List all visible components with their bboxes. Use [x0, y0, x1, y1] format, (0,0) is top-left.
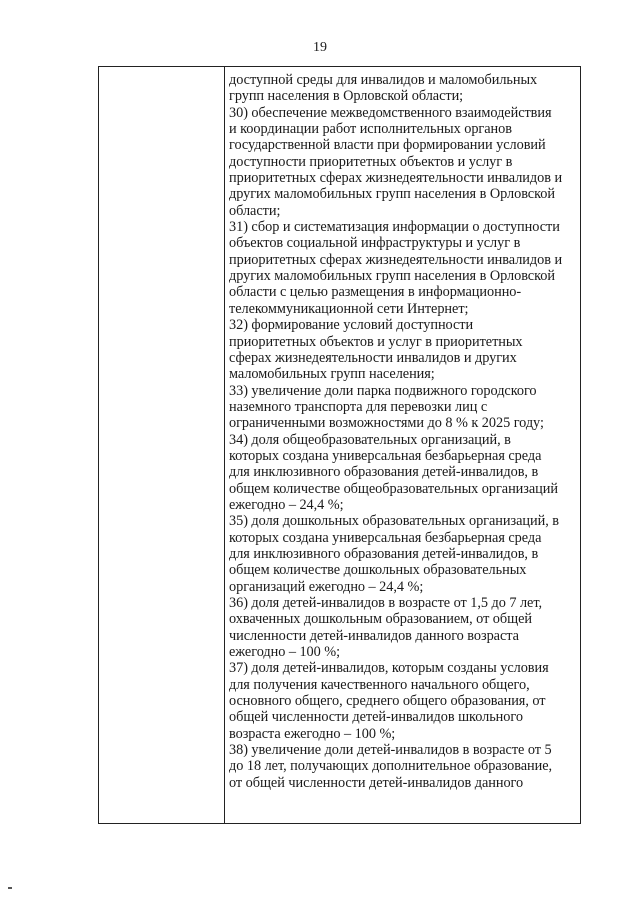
text-line: для инклюзивного образования детей-инвалидов, в [229, 464, 539, 481]
text-line: основного общего, среднего общего образования, от [229, 693, 546, 710]
text-line: доступной среды для инвалидов и маломобильных [229, 72, 538, 88]
text-line: для получения качественного начального общего, [229, 676, 530, 693]
text-line: телекоммуникационной сети Интернет; [229, 300, 469, 317]
text-line: 34) доля общеобразовательных организаций, в [229, 431, 511, 448]
text-line: ежегодно – 24,4 %; [229, 496, 344, 513]
text-line: 33) увеличение доли парка подвижного городского [229, 382, 537, 399]
text-line: и координации работ исполнительных органов [229, 121, 512, 138]
text-line: ежегодно – 100 %; [229, 644, 341, 661]
text-line: 35) доля дошкольных образовательных организаций, в [229, 513, 559, 530]
text-line: 38) увеличение доли детей-инвалидов в возрасте от 5 [229, 742, 552, 759]
text-line: других маломобильных групп населения в Орловской [229, 186, 555, 203]
text-line: наземного транспорта для перевозки лиц с [229, 398, 488, 415]
text-line: общей численности детей-инвалидов школьного [229, 709, 523, 726]
text-line: доступности приоритетных объектов и услуг в [229, 153, 513, 170]
text-line: общем количестве общеобразовательных организаций [229, 480, 558, 497]
text-line: общем количестве дошкольных образовательных [229, 562, 527, 579]
text-line: сферах жизнедеятельности инвалидов и других [229, 349, 517, 366]
text-line: области с целью размещения в информационно- [229, 284, 522, 301]
text-line: других маломобильных групп населения в Орловской [229, 268, 555, 285]
text-line: до 18 лет, получающих дополнительное образование, [229, 758, 553, 775]
scan-artifact [8, 887, 12, 889]
text-line: приоритетных сферах жизнедеятельности инвалидов и [229, 251, 563, 268]
text-line: охваченных дошкольным образованием, от общей [229, 611, 532, 628]
text-line: 32) формирование условий доступности [229, 317, 474, 334]
text-line: приоритетных объектов и услуг в приоритетных [229, 333, 523, 350]
table-right-column [225, 67, 580, 823]
text-line: которых создана универсальная безбарьерная среда [229, 529, 542, 546]
text-line: объектов социальной инфраструктуры и услуг в [229, 235, 521, 252]
text-line: численности детей-инвалидов данного возраста [229, 627, 519, 644]
document-table [98, 66, 581, 824]
text-line: которых создана универсальная безбарьерная среда [229, 447, 542, 464]
text-line: для инклюзивного образования детей-инвалидов, в [229, 545, 539, 562]
text-line: 36) доля детей-инвалидов в возрасте от 1,5 до 7 лет, [229, 595, 542, 611]
text-line: возраста ежегодно – 100 %; [229, 725, 396, 742]
text-line: ограниченными возможностями до 8 % к 2025 году; [229, 415, 544, 432]
text-line: от общей численности детей-инвалидов данного [229, 774, 524, 791]
text-line: приоритетных сферах жизнедеятельности инвалидов и [229, 170, 563, 187]
text-line: групп населения в Орловской области; [229, 88, 464, 105]
table-left-column [99, 67, 225, 823]
text-line: 30) обеспечение межведомственного взаимодействия [229, 104, 552, 121]
text-line: организаций ежегодно – 24,4 %; [229, 578, 424, 595]
text-line: маломобильных групп населения; [229, 366, 435, 383]
text-line: области; [229, 202, 281, 219]
text-line: 31) сбор и систематизация информации о доступности [229, 219, 560, 236]
text-line: 37) доля детей-инвалидов, которым созданы условия [229, 660, 549, 677]
text-line: государственной власти при формировании условий [229, 137, 546, 154]
page-number: 19 [313, 40, 327, 55]
